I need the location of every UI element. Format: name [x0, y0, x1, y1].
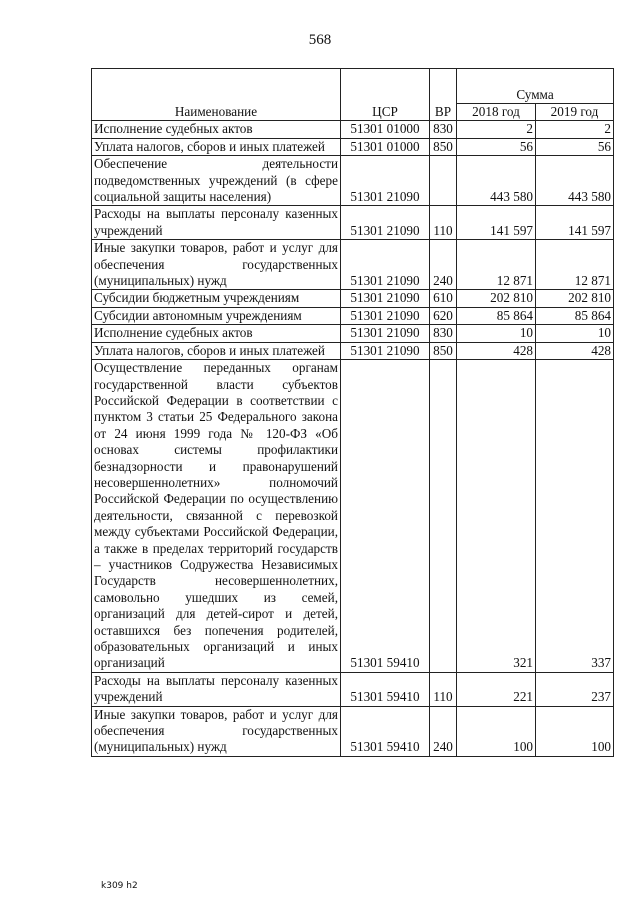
row-sum-2019: 428: [536, 342, 614, 359]
header-year-2018: 2018 год: [457, 104, 536, 121]
row-name: Иные закупки товаров, работ и услуг для обеспечения государственных (муниципальных) нужд: [92, 240, 341, 290]
table-row: [92, 138, 614, 155]
row-name: Иные закупки товаров, работ и услуг для обеспечения государственных (муниципальных) нужд: [92, 706, 341, 756]
row-name: Осуществление переданных органам государственной власти субъектов Российской Федерации в соответствии с пунктом 3 статьи 25 Федерального закона от 24 июня 1999 года № 120-ФЗ «Об основах системы профилактики безнадзорности и правонарушений несовершеннолетних» полномочий Российской Федерации по осуществлению деятельности, связанной с перевозкой между субъектами Российской Федерации, а также в пределах территорий государств – участников Содружества Независимых Государств несовершеннолетних, самовольно ушедших из семей, организаций для детей-сирот и детей, оставшихся без попечения родителей, образовательных организаций и иных организаций: [92, 360, 341, 673]
page-number: 568: [308, 32, 332, 48]
table-row: [92, 290, 614, 307]
row-sum-2018: 100: [457, 706, 536, 756]
row-vr: 850: [430, 342, 457, 359]
row-sum-2018: 85 864: [457, 307, 536, 324]
row-name: Уплата налогов, сборов и иных платежей: [92, 138, 341, 155]
budget-table: [91, 68, 614, 757]
row-sum-2018: 321: [457, 360, 536, 673]
row-vr: [430, 360, 457, 673]
table-row: [92, 706, 614, 756]
row-sum-2018: 443 580: [457, 156, 536, 206]
row-csr: 51301 59410: [341, 706, 430, 756]
row-name: Исполнение судебных актов: [92, 121, 341, 138]
row-vr: [430, 156, 457, 206]
row-name: Исполнение судебных актов: [92, 325, 341, 342]
row-sum-2019: 12 871: [536, 240, 614, 290]
table-row: [92, 206, 614, 240]
row-sum-2019: 10: [536, 325, 614, 342]
table-row: [92, 307, 614, 324]
row-name: Субсидии бюджетным учреждениям: [92, 290, 341, 307]
row-sum-2019: 56: [536, 138, 614, 155]
row-sum-2019: 237: [536, 672, 614, 706]
table-row: [92, 360, 614, 673]
row-sum-2019: 141 597: [536, 206, 614, 240]
row-sum-2019: 2: [536, 121, 614, 138]
row-name: Уплата налогов, сборов и иных платежей: [92, 342, 341, 359]
row-csr: 51301 01000: [341, 121, 430, 138]
row-sum-2019: 337: [536, 360, 614, 673]
footer-code: k309 h2: [101, 881, 138, 891]
row-sum-2019: 100: [536, 706, 614, 756]
header-year-2019: 2019 год: [536, 104, 614, 121]
row-csr: 51301 21090: [341, 342, 430, 359]
table-row: [92, 240, 614, 290]
row-name: Субсидии автономным учреждениям: [92, 307, 341, 324]
row-name: Расходы на выплаты персоналу казенных учреждений: [92, 206, 341, 240]
row-csr: 51301 21090: [341, 325, 430, 342]
table-body: [92, 121, 614, 756]
table-row: [92, 342, 614, 359]
row-vr: 110: [430, 672, 457, 706]
row-csr: 51301 59410: [341, 360, 430, 673]
row-vr: 240: [430, 706, 457, 756]
header-name: Наименование: [92, 69, 341, 121]
table-row: [92, 325, 614, 342]
row-sum-2019: 443 580: [536, 156, 614, 206]
table-row: [92, 121, 614, 138]
row-vr: 110: [430, 206, 457, 240]
row-vr: 610: [430, 290, 457, 307]
row-vr: 850: [430, 138, 457, 155]
header-vr: ВР: [430, 69, 457, 121]
row-sum-2018: 141 597: [457, 206, 536, 240]
header-csr: ЦСР: [341, 69, 430, 121]
row-sum-2018: 56: [457, 138, 536, 155]
row-sum-2019: 202 810: [536, 290, 614, 307]
row-csr: 51301 01000: [341, 138, 430, 155]
row-csr: 51301 21090: [341, 156, 430, 206]
row-csr: 51301 59410: [341, 672, 430, 706]
row-csr: 51301 21090: [341, 240, 430, 290]
row-sum-2018: 10: [457, 325, 536, 342]
row-csr: 51301 21090: [341, 290, 430, 307]
row-sum-2018: 2: [457, 121, 536, 138]
row-name: Обеспечение деятельности подведомственных учреждений (в сфере социальной защиты населения): [92, 156, 341, 206]
row-vr: 240: [430, 240, 457, 290]
table-row: [92, 672, 614, 706]
row-vr: 830: [430, 325, 457, 342]
row-sum-2018: 202 810: [457, 290, 536, 307]
row-csr: 51301 21090: [341, 206, 430, 240]
row-name: Расходы на выплаты персоналу казенных учреждений: [92, 672, 341, 706]
row-csr: 51301 21090: [341, 307, 430, 324]
row-vr: 830: [430, 121, 457, 138]
row-sum-2018: 428: [457, 342, 536, 359]
row-vr: 620: [430, 307, 457, 324]
table-row: [92, 156, 614, 206]
row-sum-2019: 85 864: [536, 307, 614, 324]
row-sum-2018: 221: [457, 672, 536, 706]
row-sum-2018: 12 871: [457, 240, 536, 290]
header-sum: Сумма: [457, 69, 614, 104]
